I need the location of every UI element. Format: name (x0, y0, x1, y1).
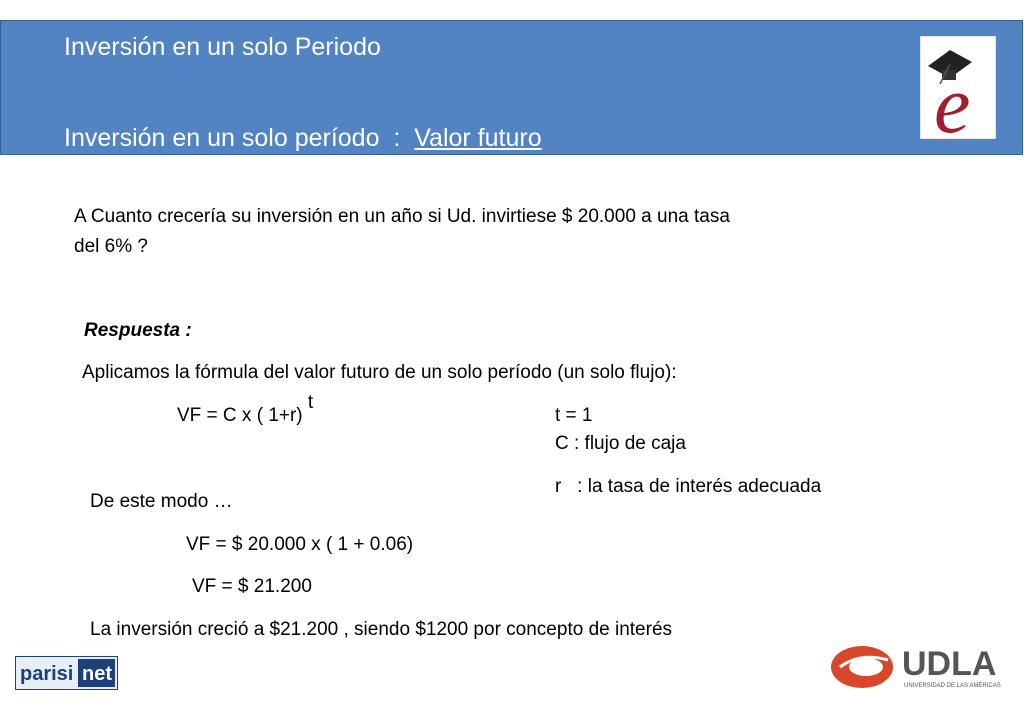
conclusion: La inversión creció a $21.200 , siendo $1200 por concepto de interés (90, 619, 673, 640)
formula-exponent: t (307, 392, 314, 413)
calc-line-2: VF = $ 21.200 (192, 576, 312, 597)
formula (177, 392, 314, 427)
subtitle-prefix: Inversión en un solo período : (64, 124, 415, 152)
header-title: Inversión en un solo Periodo (64, 33, 381, 61)
udla-logo (830, 642, 1002, 692)
answer-heading: Respuesta : (84, 320, 192, 341)
def-r: r : la tasa de interés adecuada (555, 476, 822, 497)
formula-main: VF = C x ( 1+r) (177, 405, 303, 426)
de-este-modo: De este modo … (90, 491, 233, 512)
answer-intro: Aplicamos la fórmula del valor futuro de un solo período (un solo flujo): (82, 362, 677, 383)
svg-text:net: net (82, 663, 112, 685)
svg-text:UNIVERSIDAD DE LAS AMÉRICAS: UNIVERSIDAD DE LAS AMÉRICAS (904, 683, 1001, 689)
def-c: C : flujo de caja (555, 433, 686, 454)
question-line-2: del 6% ? (74, 236, 148, 257)
question-line-1: A Cuanto crecería su inversión en un año si Ud. invirtiese $ 20.000 a una tasa (74, 206, 730, 227)
header-subtitle (64, 124, 542, 153)
header-bar (0, 20, 1023, 155)
e-logo (920, 36, 996, 139)
calc-line-1: VF = $ 20.000 x ( 1 + 0.06) (186, 534, 414, 555)
graduation-cap-icon (920, 36, 996, 139)
parisinet-logo (15, 656, 118, 690)
def-t: t = 1 (555, 405, 593, 426)
e-letter: e (934, 59, 971, 139)
valor-futuro-link[interactable]: Valor futuro (414, 124, 542, 152)
svg-text:parisi: parisi (20, 663, 74, 685)
svg-text:UDLA: UDLA (902, 645, 997, 683)
